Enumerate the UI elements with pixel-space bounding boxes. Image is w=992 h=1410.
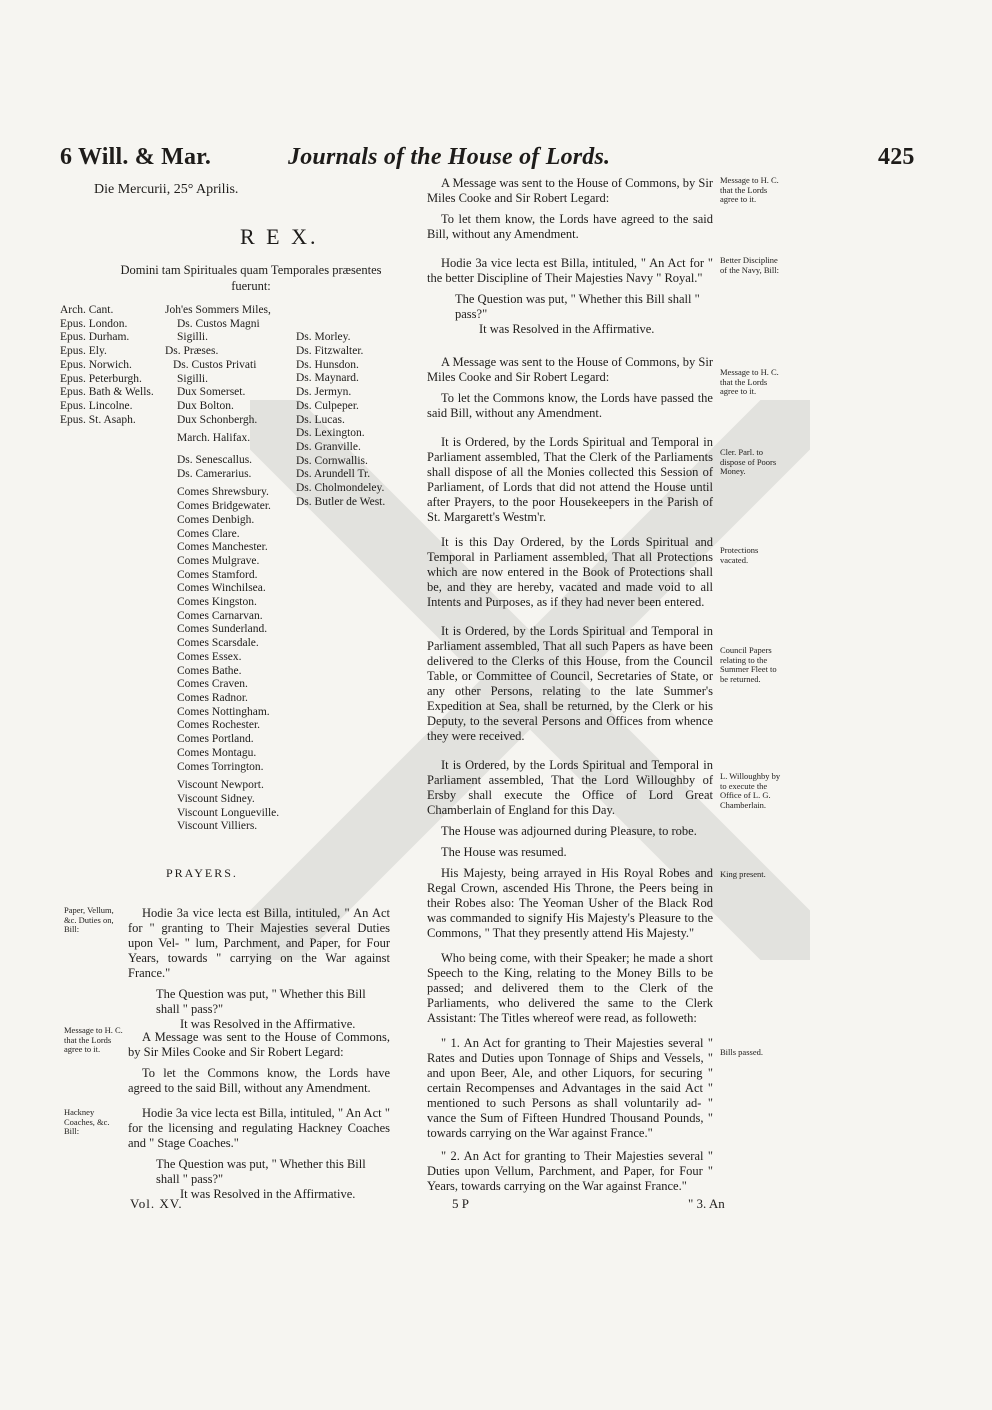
volume-footer: Vol. XV. [130, 1196, 183, 1211]
right-column-text [427, 176, 713, 1194]
paragraph: Hodie 3a vice lecta est Billa, intituled, " An Act " for the licensing and regulating Hackney Coaches and " Stage Coaches." [128, 1106, 390, 1150]
bishops-list [60, 304, 154, 427]
paragraph: " 1. An Act for granting to Their Majesties several " Rates and Duties upon Tonnage of Ships and Vessels, " and upon Beer, Ale, and other Liquors, for securing " certain Recompenses and Advantages in the said Act " mentioned to such Persons as shall voluntarily ad- " vance the Sum of Fifteen Hundred Thousand Pounds, " towards carrying on the War against France." [427, 1036, 713, 1140]
margin-note: King present. [720, 869, 766, 879]
margin-note: Council Papers relating to the Summer Fleet to be returned. [720, 645, 777, 684]
margin-note: Message to H. C. that the Lords agree to it. [720, 367, 779, 396]
margin-note: Cler. Parl. to dispose of Poors Money. [720, 447, 777, 476]
list-item: Joh'es Sommers Miles, [165, 304, 271, 316]
list-item: Ds. Senescallus. [177, 454, 253, 467]
page-number: 425 [878, 144, 915, 170]
paragraph: Hodie 3a vice lecta est Billa, intituled, " An Act for " the better Discipline of Their Majesties Navy " Royal." [427, 256, 713, 285]
margin-note: Message to H. C. that the Lords agree to it. [64, 1025, 123, 1054]
paragraph: To let the Commons know, the Lords have agreed to the said Bill, without any Amendment. [128, 1066, 390, 1095]
paragraph: His Majesty, being arrayed in His Royal Robes and Regal Crown, ascended His Throne, the Peers being in their Robes also: The Yeoman Usher of the Black Rod was commanded to signify His Majesty's Pleasure to the Commons, " That they presently attend His Majesty." [427, 866, 713, 940]
paragraph: A Message was sent to the House of Commons, by Sir Miles Cooke and Sir Robert Legard: [427, 355, 713, 384]
list-item: Comes Essex. [177, 650, 242, 663]
prayers-heading: PRAYERS. [166, 866, 238, 880]
rex-heading: R E X. [240, 224, 319, 249]
list-item: Dux Schonbergh. [177, 413, 258, 426]
paragraph: " 2. An Act for granting to Their Majesties several " Duties upon Vellum, Parchment, and Paper, for Four " Years, towards carrying on the War against France." [427, 1149, 713, 1193]
list-item: Sigilli. [177, 331, 208, 344]
paragraph: It is Ordered, by the Lords Spiritual and Temporal in Parliament assembled, That the Lord Willoughby of Ersby shall execute the Office of Lord Great Chamberlain of England for this Day. [427, 758, 713, 817]
peers-list [165, 304, 279, 834]
paragraph: Who being come, with their Speaker; he made a short Speech to the King, relating to the Money Bills to be passed; and delivered them to the Clerk of the Parliaments, who delivered the same to the Clerk Assistant: The Titles whereof were read, as followeth: [427, 951, 713, 1025]
paragraph: To let them know, the Lords have agreed to the said Bill, without any Amendment. [427, 212, 713, 241]
list-item: Comes Winchilsea. [177, 582, 266, 595]
entry-paper-bill [128, 906, 390, 1032]
paragraph: The House was adjourned during Pleasure, to robe. [441, 824, 697, 838]
paragraph: To let the Commons know, the Lords have passed the said Bill, without any Amendment. [427, 391, 713, 420]
entry-hackney-bill [128, 1106, 390, 1202]
list-item: Viscount Villiers. [177, 820, 258, 833]
list-item: Comes Stamford. [177, 568, 258, 581]
list-item: Dux Somerset. [177, 386, 246, 399]
list-item: Ds. Arundell Tr. [296, 468, 371, 481]
domini-heading: Domini tam Spirituales quam Temporales præsentes fuerunt: [120, 263, 382, 293]
list-item: Comes Shrewsbury. [177, 486, 269, 499]
list-item: Viscount Sidney. [177, 792, 255, 805]
running-head-title: Journals of the House of Lords. [288, 144, 611, 170]
list-item: Ds. Custos Magni [177, 317, 260, 330]
list-item: Comes Scarsdale. [177, 637, 259, 650]
list-item: Comes Kingston. [177, 596, 257, 609]
list-item: Ds. Camerarius. [177, 467, 252, 480]
list-item: Comes Carnarvan. [177, 609, 263, 622]
list-item: Comes Manchester. [177, 541, 268, 554]
list-item: Comes Portland. [177, 733, 254, 746]
margin-note: Better Discipline of the Navy, Bill: [720, 255, 779, 275]
list-item: March. Halifax. [177, 432, 251, 445]
list-item: Ds. Jermyn. [296, 386, 352, 399]
list-item: Viscount Newport. [177, 779, 264, 792]
signature-mark: 5 P [452, 1196, 469, 1211]
list-item: Ds. Hunsdon. [296, 358, 359, 371]
list-item: Comes Montagu. [177, 746, 257, 759]
margin-note: Bills passed. [720, 1047, 763, 1057]
paragraph: It is Ordered, by the Lords Spiritual and Temporal in Parliament assembled, That the Clerk of the Parliaments shall dispose of all the Monies collected this Session of Parliament, of Lords that did not attend the House until after Prayers, to the poor Housekeepers in the Parish of St. Margarett's Westm'r. [427, 435, 713, 524]
margin-note: Paper, Vellum, &c. Duties on, Bill: [64, 905, 114, 934]
list-item: Comes Sunderland. [177, 623, 268, 636]
margin-note: L. Willoughby by to execute the Office of L. G. Chamberlain. [720, 771, 781, 810]
list-item: Comes Craven. [177, 678, 248, 691]
catchword: " 3. An [688, 1196, 725, 1211]
list-item: Comes Nottingham. [177, 705, 270, 718]
list-item: Ds. Custos Privati [173, 358, 257, 371]
running-head-left: 6 Will. & Mar. [60, 144, 212, 170]
list-item: Ds. Fitzwalter. [296, 345, 364, 358]
list-item: Epus. Bath & Wells. [60, 386, 154, 399]
list-item: Epus. Lincolne. [60, 399, 133, 412]
question: The Question was put, " Whether this Bill shall " pass?" [156, 987, 366, 1016]
list-item: Comes Mulgrave. [177, 554, 260, 567]
list-item: Ds. Maynard. [296, 372, 359, 385]
list-item: Epus. Norwich. [60, 358, 132, 371]
list-item: Ds. Morley. [296, 331, 351, 344]
list-item: Comes Clare. [177, 527, 240, 540]
resolution: It was Resolved in the Affirmative. [479, 322, 655, 336]
list-item: Epus. London. [60, 317, 128, 330]
resolution: It was Resolved in the Affirmative. [180, 1187, 356, 1201]
paragraph: A Message was sent to the House of Commons, by Sir Miles Cooke and Sir Robert Legard: [427, 176, 713, 205]
list-item: Ds. Culpeper. [296, 399, 359, 412]
paragraph: Hodie 3a vice lecta est Billa, intituled, " An Act for " granting to Their Majesties several Duties upon Vel- " lum, Parchment, and Paper, for Four Years, towards " carrying on the War against France." [128, 906, 390, 980]
question: The Question was put, " Whether this Bill shall " pass?" [455, 292, 700, 321]
list-item: Comes Bridgewater. [177, 500, 271, 513]
margin-note: Hackney Coaches, &c. Bill: [64, 1107, 110, 1136]
list-item: Viscount Longueville. [177, 806, 280, 819]
list-item: Comes Rochester. [177, 719, 261, 732]
paragraph: The House was resumed. [441, 845, 567, 859]
list-item: Comes Bathe. [177, 664, 242, 677]
list-item: Sigilli. [177, 372, 208, 385]
list-item: Dux Bolton. [177, 399, 234, 412]
entry-message [128, 1030, 390, 1096]
list-item: Ds. Cornwallis. [296, 454, 368, 467]
paragraph: It is this Day Ordered, by the Lords Spiritual and Temporal in Parliament assembled, That all Protections which are now entered in the Book of Protections shall be, and they are hereby, vacated and made void to all Intents and Purposes, as if they had never been entered. [427, 535, 713, 609]
list-item: Epus. Peterburgh. [60, 372, 142, 385]
margin-note: Protections vacated. [720, 545, 759, 565]
date-line: Die Mercurii, 25° Aprilis. [94, 182, 239, 197]
list-item: Epus. Ely. [60, 345, 107, 358]
paragraph: A Message was sent to the House of Commons, by Sir Miles Cooke and Sir Robert Legard: [128, 1030, 390, 1059]
list-item: Arch. Cant. [60, 304, 114, 316]
list-item: Ds. Cholmondeley. [296, 482, 385, 495]
resolution: It was Resolved in the Affirmative. [180, 1017, 356, 1031]
question: The Question was put, " Whether this Bill shall " pass?" [156, 1157, 366, 1186]
list-item: Epus. St. Asaph. [60, 413, 136, 426]
list-item: Comes Radnor. [177, 691, 248, 704]
barons-list [296, 304, 385, 510]
margin-note: Message to H. C. that the Lords agree to it. [720, 175, 779, 204]
list-item: Comes Torrington. [177, 760, 264, 773]
list-item: Ds. Præses. [165, 345, 219, 358]
list-item: Ds. Butler de West. [296, 495, 386, 508]
list-item: Ds. Granville. [296, 441, 361, 453]
list-item: Ds. Lucas. [296, 413, 345, 426]
paragraph: It is Ordered, by the Lords Spiritual and Temporal in Parliament assembled, That all such Papers as have been delivered to the Clerks of this House, from the Council Table, or Committee of Council, Secretaries of State, or any other Persons, relating to the late Summer's Expedition at Sea, shall be returned, by the Clerk or his Deputy, to the several Persons and Offices from whence they were received. [427, 624, 713, 743]
list-item: Ds. Lexington. [296, 427, 365, 440]
list-item: Epus. Durham. [60, 331, 130, 344]
list-item: Comes Denbigh. [177, 513, 255, 526]
